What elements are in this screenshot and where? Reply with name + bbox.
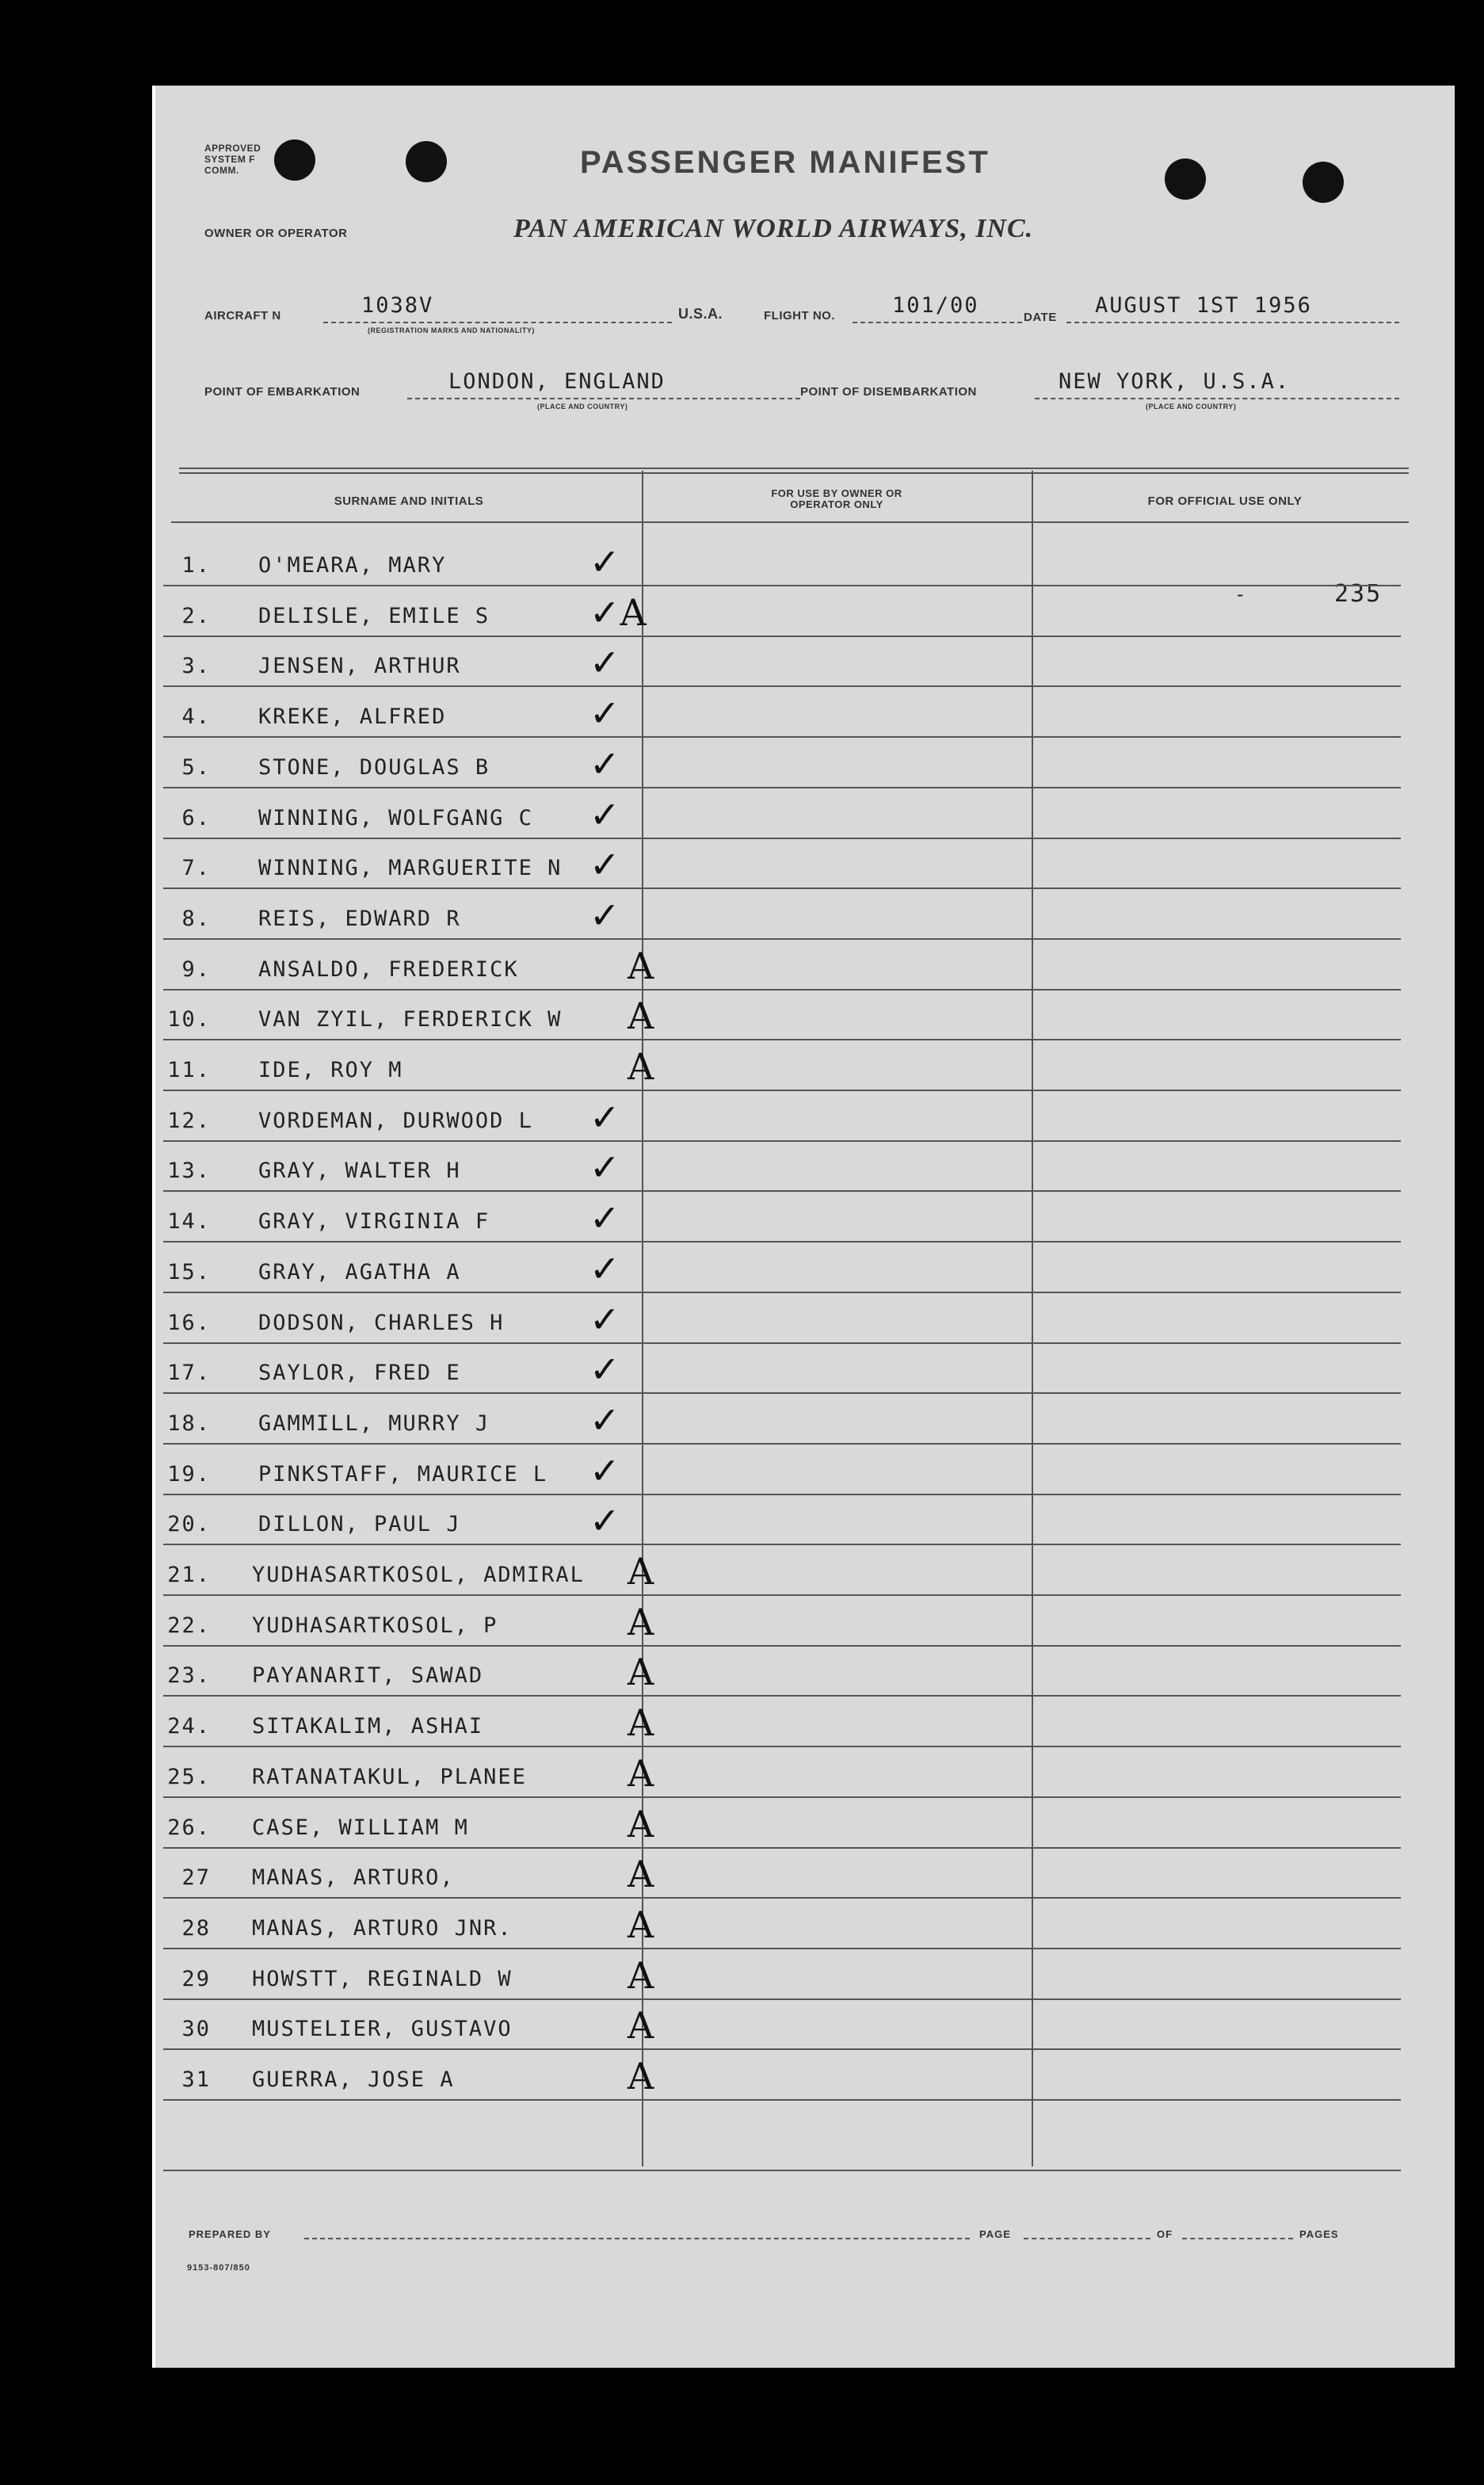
disembark-value: NEW YORK, U.S.A. (1059, 369, 1291, 394)
flight-underline (853, 322, 1022, 323)
passenger-name: HOWSTT, REGINALD W (252, 1966, 513, 1991)
passenger-name: DODSON, CHARLES H (258, 1310, 505, 1335)
row-rule (163, 1695, 1401, 1697)
table-bottom-rule (163, 2170, 1401, 2171)
passenger-number: 25. (167, 1764, 211, 1789)
row-rule (163, 1948, 1401, 1949)
owner-label: OWNER OR OPERATOR (204, 227, 348, 240)
passenger-number: 21. (167, 1563, 211, 1587)
checkmark-icon: ✓ (589, 1398, 620, 1441)
column-header-name: SURNAME AND INITIALS (334, 494, 484, 508)
checkmark-icon: ✓ (589, 893, 620, 937)
passenger-number: 10. (167, 1007, 211, 1033)
passenger-name: O'MEARA, MARY (258, 553, 447, 578)
row-rule (163, 1897, 1401, 1899)
row-rule (163, 1494, 1401, 1495)
row-rule (163, 1443, 1401, 1445)
embark-value: LONDON, ENGLAND (448, 369, 666, 394)
airline-name: PAN AMERICAN WORLD AIRWAYS, INC. (513, 214, 1034, 243)
checkmark-icon: ✓ (589, 1095, 620, 1139)
passenger-name: SAYLOR, FRED E (258, 1361, 461, 1386)
checkmark-icon: ✓ (589, 641, 620, 685)
passenger-name: REIS, EDWARD R (258, 906, 461, 931)
checkmark-icon: A (628, 1550, 654, 1593)
embark-label: POINT OF EMBARKATION (204, 385, 361, 399)
aircraft-underline (323, 322, 672, 323)
passenger-name: CASE, WILLIAM M (252, 1815, 469, 1840)
passenger-number: 26. (167, 1815, 211, 1840)
checkmark-icon: ✓ (589, 843, 620, 887)
row-rule (163, 1292, 1401, 1293)
checkmark-icon: A (628, 1903, 654, 1946)
passenger-name: ANSALDO, FREDERICK (258, 956, 519, 982)
row-rule (163, 2099, 1401, 2101)
checkmark-icon: ✓ (589, 1297, 620, 1341)
passenger-name: DILLON, PAUL J (258, 1512, 461, 1537)
row-rule (163, 1342, 1401, 1344)
passenger-name: PINKSTAFF, MAURICE L (258, 1461, 548, 1487)
checkmark-icon: A (628, 944, 654, 987)
column-divider (1032, 471, 1033, 2166)
approval-stamp: APPROVED SYSTEM F COMM. (204, 143, 261, 176)
passenger-number: 2. (181, 603, 211, 628)
passenger-name: DELISLE, EMILE S (258, 603, 490, 628)
checkmark-icon: A (628, 1045, 654, 1088)
passenger-number: 31 (181, 2067, 211, 2092)
row-rule (163, 787, 1401, 788)
official-note: 235 (1334, 580, 1383, 608)
passenger-number: 1. (181, 553, 211, 578)
header-bottom-rule (171, 521, 1409, 523)
passenger-name: GUERRA, JOSE A (252, 2067, 455, 2092)
checkmark-icon: ✓ (589, 1146, 620, 1189)
checkmark-icon: ✓ (589, 540, 620, 583)
row-rule (163, 636, 1401, 637)
passenger-name: YUDHASARTKOSOL, ADMIRAL (252, 1563, 585, 1587)
checkmark-icon: ✓ (589, 742, 620, 785)
date-underline (1066, 322, 1399, 323)
column-header-owner: FOR USE BY OWNER OR OPERATOR ONLY (771, 487, 902, 510)
table-top-rule (179, 472, 1409, 474)
aircraft-sublabel: (REGISTRATION MARKS AND NATIONALITY) (368, 326, 535, 334)
checkmark-icon: ✓ (589, 692, 620, 735)
passenger-number: 24. (167, 1714, 211, 1739)
passenger-name: MANAS, ARTURO, (252, 1865, 455, 1891)
column-header-official: FOR OFFICIAL USE ONLY (1147, 494, 1303, 508)
passenger-name: GRAY, AGATHA A (258, 1259, 461, 1284)
punch-hole (406, 141, 447, 182)
passenger-name: IDE, ROY M (258, 1058, 403, 1082)
passenger-name: JENSEN, ARTHUR (258, 654, 461, 679)
passenger-number: 4. (181, 704, 211, 730)
passenger-number: 30 (181, 2017, 211, 2042)
date-label: DATE (1024, 311, 1057, 324)
row-rule (163, 1544, 1401, 1545)
row-rule (163, 1140, 1401, 1142)
passenger-name: GRAY, VIRGINIA F (258, 1209, 490, 1235)
passenger-number: 6. (181, 805, 211, 830)
row-rule (163, 838, 1401, 839)
passenger-number: 17. (167, 1361, 211, 1386)
checkmark-icon: A (628, 994, 654, 1038)
row-rule (163, 1241, 1401, 1242)
passenger-number: 14. (167, 1209, 211, 1235)
row-rule (163, 888, 1401, 889)
embark-sublabel: (PLACE AND COUNTRY) (537, 403, 628, 410)
punch-hole (1303, 162, 1344, 203)
row-rule (163, 1796, 1401, 1798)
disembark-underline (1035, 398, 1399, 399)
row-rule (163, 1039, 1401, 1040)
prepared-by-line (304, 2238, 970, 2239)
checkmark-icon: ✓ (589, 1246, 620, 1290)
date-value: AUGUST 1ST 1956 (1095, 293, 1312, 318)
row-rule (163, 2048, 1401, 2050)
checkmark-icon: ✓ (589, 1499, 620, 1543)
disembark-label: POINT OF DISEMBARKATION (800, 385, 977, 399)
row-rule (163, 585, 1401, 586)
passenger-name: VAN ZYIL, FERDERICK W (258, 1007, 563, 1033)
passenger-number: 29 (181, 1966, 211, 1991)
pages-label: PAGES (1299, 2228, 1339, 2240)
checkmark-icon: ✓A (589, 590, 647, 634)
row-rule (163, 685, 1401, 687)
passenger-number: 7. (181, 856, 211, 881)
checkmark-icon: A (628, 1953, 654, 1997)
form-code: 9153-807/850 (187, 2263, 250, 2273)
embark-underline (407, 398, 800, 399)
passenger-name: GRAY, WALTER H (258, 1159, 461, 1184)
row-rule (163, 1090, 1401, 1091)
passenger-name: MUSTELIER, GUSTAVO (252, 2017, 513, 2042)
passenger-number: 18. (167, 1410, 211, 1436)
row-rule (163, 938, 1401, 940)
passenger-number: 15. (167, 1259, 211, 1284)
passenger-number: 13. (167, 1159, 211, 1184)
passenger-number: 23. (167, 1663, 211, 1689)
passenger-name: SITAKALIM, ASHAI (252, 1714, 484, 1739)
page-label: PAGE (979, 2228, 1011, 2240)
checkmark-icon: A (628, 1853, 654, 1896)
passenger-number: 22. (167, 1613, 211, 1638)
row-rule (163, 1746, 1401, 1747)
passenger-number: 28 (181, 1915, 211, 1941)
aircraft-value: 1038V (361, 293, 434, 318)
passenger-name: GAMMILL, MURRY J (258, 1410, 490, 1436)
table-top-rule (179, 468, 1409, 469)
passenger-number: 19. (167, 1461, 211, 1487)
passenger-name: KREKE, ALFRED (258, 704, 447, 730)
checkmark-icon: A (628, 2055, 654, 2098)
passenger-name: YUDHASARTKOSOL, P (252, 1613, 498, 1638)
passenger-number: 20. (167, 1512, 211, 1537)
passenger-number: 9. (181, 956, 211, 982)
row-rule (163, 1190, 1401, 1192)
passenger-number: 8. (181, 906, 211, 931)
flight-value: 101/00 (892, 293, 979, 318)
passenger-number: 12. (167, 1108, 211, 1133)
passenger-name: STONE, DOUGLAS B (258, 754, 490, 780)
manifest-sheet (152, 86, 1455, 2368)
checkmark-icon: A (628, 1651, 654, 1694)
checkmark-icon: ✓ (589, 1197, 620, 1240)
passenger-name: RATANATAKUL, PLANEE (252, 1764, 527, 1789)
row-rule (163, 1998, 1401, 2000)
official-dash: - (1234, 583, 1248, 605)
checkmark-icon: A (628, 1751, 654, 1795)
passenger-name: VORDEMAN, DURWOOD L (258, 1108, 533, 1133)
passenger-name: PAYANARIT, SAWAD (252, 1663, 484, 1689)
row-rule (163, 1645, 1401, 1647)
passenger-number: 5. (181, 754, 211, 780)
page-line (1024, 2238, 1150, 2239)
checkmark-icon: A (628, 1701, 654, 1745)
row-rule (163, 989, 1401, 991)
checkmark-icon: A (628, 1802, 654, 1846)
flight-label: FLIGHT NO. (764, 309, 835, 323)
prepared-by-label: PREPARED BY (189, 2228, 271, 2240)
row-rule (163, 736, 1401, 738)
passenger-number: 11. (167, 1058, 211, 1082)
of-line (1182, 2238, 1293, 2239)
punch-hole (1165, 158, 1206, 200)
passenger-number: 16. (167, 1310, 211, 1335)
passenger-name: WINNING, MARGUERITE N (258, 856, 563, 881)
aircraft-label: AIRCRAFT N (204, 309, 281, 323)
page-title: PASSENGER MANIFEST (580, 145, 990, 180)
passenger-number: 27 (181, 1865, 211, 1891)
checkmark-icon: ✓ (589, 1348, 620, 1391)
checkmark-icon: ✓ (589, 792, 620, 836)
checkmark-icon: A (628, 2004, 654, 2048)
row-rule (163, 1847, 1401, 1849)
checkmark-icon: ✓ (589, 1449, 620, 1492)
passenger-name: MANAS, ARTURO JNR. (252, 1915, 513, 1941)
row-rule (163, 1594, 1401, 1596)
checkmark-icon: A (628, 1600, 654, 1643)
disembark-sublabel: (PLACE AND COUNTRY) (1146, 403, 1237, 410)
row-rule (163, 1392, 1401, 1394)
passenger-number: 3. (181, 654, 211, 679)
usa-label: U.S.A. (678, 306, 723, 322)
passenger-name: WINNING, WOLFGANG C (258, 805, 533, 830)
of-label: OF (1157, 2228, 1173, 2240)
